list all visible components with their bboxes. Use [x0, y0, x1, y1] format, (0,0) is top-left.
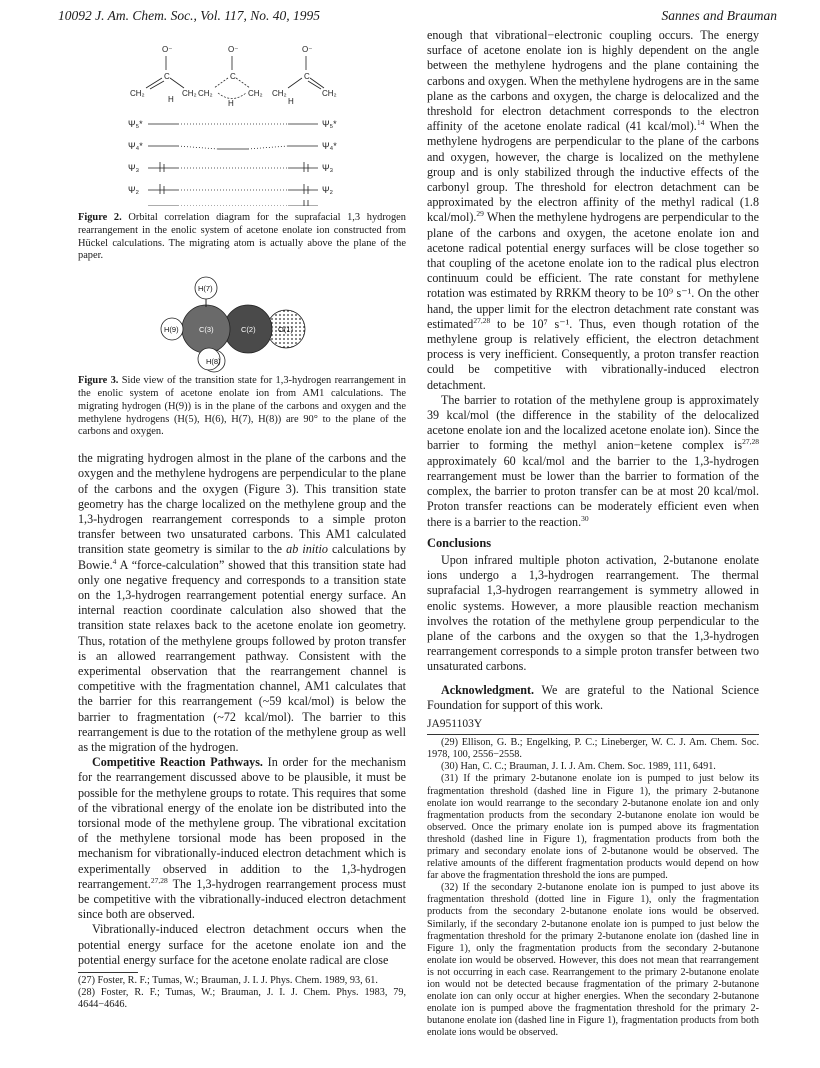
struct1-l: CH₂: [130, 89, 145, 98]
footnote-rule-right: [427, 734, 759, 735]
label-c3: C(3): [199, 325, 214, 335]
struct1-h: H: [168, 95, 174, 104]
running-header-left: 10092 J. Am. Chem. Soc., Vol. 117, No. 40, 1995: [58, 8, 320, 23]
orbital-right-2: Ψ₂: [322, 185, 334, 195]
label-o1: O(1): [278, 325, 293, 335]
left-column: [78, 38, 406, 1011]
label-h8: H(8): [206, 357, 221, 367]
label-h9: H(9): [164, 325, 179, 335]
orbital-right-3: Ψ₃: [322, 163, 334, 173]
conclusions-heading: Conclusions: [427, 535, 492, 550]
manuscript-code: JA951103Y: [427, 717, 483, 730]
struct3-r: CH₂: [322, 89, 337, 98]
footnote-31: (31) If the primary 2-butanone enolate ion is pumped to just below its fragmentation threshold (dashed line in Figure 1), the primary 2-butanone enolate ion would rearrange to the secondary 2-butanone enolate ion and only fragmentation products from the secondary 2-butanone enolate ion would be observed. Once the primary enolate ion is pumped above its fragmentation threshold (dashed line in Figure 1), fragmentation products from both the primary and secondary enolate ions of 2-butanone would be observed. The relative amounts of the different fragmentation products would depend on how far above the fragmentation threshold the ions are pumped.: [427, 773, 759, 882]
struct3-o: O⁻: [302, 45, 313, 54]
footnote-29: (29) Ellison, G. B.; Engelking, P. C.; Lineberger, W. C. J. Am. Chem. Soc. 1978, 100, 2556−2558.: [427, 737, 759, 761]
orbital-right-5: Ψ₅*: [322, 119, 337, 129]
struct2-h: H: [228, 99, 234, 108]
right-column: [427, 28, 759, 1039]
right-paragraph-2: The barrier to rotation of the methylene group is approximately 39 kcal/mol (the difference in the stability of the delocalized acetone enolate ion and the localized acetone enolate ion). Since the barrier to forming the methyl anion−ketene complex is$^{27,28}$ approximately 60 kcal/mol and the barrier to the 1,3-hydrogen rearrangement must be lower than the barrier to formation of the complex, the barrier to proton transfer can be at most 20 kcal/mol. Proton transfer reactions can be moderately efficient even when there is a barrier to the reaction.$^{30}$: [427, 392, 759, 529]
left-paragraph-1: the migrating hydrogen almost in the plane of the carbons and the oxygen and the methylene hydrogens are perpendicular to the plane of the carbons and the oxygen (Figure 3). This transition state geometry has the charge localized on the methylene group and the 1,3-hydrogen rearrangement corresponds to a simple proton transfer between two unsaturated carbons. This AM1 calculated transition state geometry is similar to the ab initio calculations by Bowie.$^4$ A “force-calculation” showed that this transition state had only one negative frequency and corresponds to a transition state on the 1,3-hydrogen rearrangement potential energy surface. An internal reaction coordinate calculation also showed that the transition state relaxes back to the acetone enolate ion geometry. Thus, rotation of the methylene groups followed by proton transfer is an allowed rearrangement pathway. Consistent with the experimental observation that the rearrangement channel is competitive with the fragmentation channel, AM1 calculates that the barrier for this rearrangement (~59 kcal/mol) is below the barrier to fragmentation (~72 kcal/mol). The barrier to this rearrangement is due to the rotation of the methylene group as well as the migration of the hydrogen.: [78, 451, 406, 755]
orbital-right-4: Ψ₄*: [322, 141, 337, 151]
struct1-r: CH₂: [182, 89, 197, 98]
figure-3: [78, 273, 406, 373]
struct1-c: C: [164, 72, 170, 81]
struct2-o: O⁻: [228, 45, 239, 54]
struct3-l: CH₂: [272, 89, 287, 98]
running-header-right: Sannes and Brauman: [661, 8, 777, 23]
label-c2: C(2): [241, 325, 256, 335]
footnote-28: (28) Foster, R. F.; Tumas, W.; Brauman, J. I. J. Chem. Phys. 1983, 79, 4644−4646.: [78, 987, 406, 1011]
right-paragraph-1: enough that vibrational−electronic coupling occurs. The energy surface of acetone enolate ion is highly dependent on the angle between the methylene hydrogens and the plane containing the carbons and oxygen. When the methylene hydrogens are in the same plane as the carbons and oxygen, the charge is delocalized and the threshold for electron detachment corresponds to the electron affinity of the acetone enolate radical (41 kcal/mol).$^{14}$ When the methylene hydrogens are perpendicular to the plane of the carbons and oxygen, however, the charge is localized on the methylene group and is only stabilized through the inductive effects of the carbonyl group. The threshold for electron detachment can be approximated by the electron affinity of the methyl radical (1.8 kcal/mol).$^{29}$ When the methylene hydrogens are perpendicular to the plane of the carbons and oxygen, the acetone enolate ion and acetone radical potential energy surfaces will be close together so that coupling of the acetone enolate ion to the radical plus electron continuum could be efficient. The rate constant for methylene rotation was estimated by RRKM theory to be 10⁹ s⁻¹. On the other hand, the upper limit for the electron detachment rate constant was estimated$^{27,28}$ to be 10⁷ s⁻¹. Thus, even though rotation of the methylene group is relatively efficient, the electron detachment process is very inefficient. Consequently, a proton transfer reaction could be competitive with vibrationally-induced electron detachment.: [427, 28, 759, 392]
struct3-h: H: [288, 97, 294, 106]
figure-2-caption: Figure 2. Orbital correlation diagram for the suprafacial 1,3 hydrogen rearrangement in the enolic system of acetone enolate ion constructed from Hückel calculations. The migrating atom is actually above the plane of the paper.: [78, 212, 406, 262]
figure-2: [78, 38, 406, 206]
acknowledgment-paragraph: Acknowledgment. We are grateful to the National Science Foundation for support of this work.: [427, 682, 759, 712]
struct3-c: C: [304, 72, 310, 81]
footnote-30: (30) Han, C. C.; Brauman, J. I. J. Am. Chem. Soc. 1989, 111, 6491.: [441, 761, 716, 773]
transition-state-diagram: [78, 273, 406, 373]
label-h7: H(7): [198, 284, 213, 294]
struct1-o: O⁻: [162, 45, 173, 54]
orbital-left-4: Ψ₄*: [128, 141, 143, 151]
footnote-27: (27) Foster, R. F.; Tumas, W.; Brauman, J. I. J. Phys. Chem. 1989, 93, 61.: [78, 975, 378, 987]
conclusions-paragraph: Upon infrared multiple photon activation, 2-butanone enolate ions undergo a 1,3-hydrogen rearrangement. The thermal suprafacial 1,3-hydrogen rearrangement is symmetry allowed in enolic systems. However, a more plausible reaction mechanism involves the rotation of the methylene group perpendicular to the plane of the carbons and the oxygen so that the 1,3-hydrogen rearrangement corresponds to a simple proton transfer between two unsaturated carbons.: [427, 552, 759, 674]
struct2-c: C: [230, 72, 236, 81]
orbital-left-2: Ψ₂: [128, 185, 140, 195]
orbital-left-5: Ψ₅*: [128, 119, 143, 129]
footnote-rule-left: [78, 972, 138, 973]
left-paragraph-3: Vibrationally-induced electron detachment occurs when the potential energy surface for the acetone enolate ion and the potential energy surface for the acetone enolate radical are close: [78, 922, 406, 967]
struct2-r: CH₂: [248, 89, 263, 98]
figure-3-caption: Figure 3. Side view of the transition state for 1,3-hydrogen rearrangement in the enolic system of acetone enolate ion from AM1 calculations. The migrating hydrogen (H(9)) is in the plane of the carbons and oxygen and the methylene hydrogens (H(5), H(6), H(7), H(8)) are 90° to the plane of the carbons and oxygen.: [78, 375, 406, 438]
left-paragraph-2: Competitive Reaction Pathways. In order for the mechanism for the rearrangement discussed above to be plausible, it must be possible for the methylene groups to rotate. This requires that some of the vibrational energy of the enolate ion be distributed into the torsional mode of the methylene group. The vibrational excitation of the methylene torsional mode has been proposed in the mechanism for vibrationally-induced electron detachment which is experimentally observed in addition to the 1,3-hydrogen rearrangement.$^{27,28}$ The 1,3-hydrogen rearrangement process must be competitive with the vibrationally-induced electron detachment since both are observed.: [78, 755, 407, 922]
orbital-left-3: Ψ₃: [128, 163, 140, 173]
orbital-correlation-diagram: [78, 38, 406, 206]
footnote-32: (32) If the secondary 2-butanone enolate ion is pumped to just above its fragmentation threshold (dotted line in Figure 1), only the fragmentation products from the secondary 2-butanone enolate ions would be observed. Similarly, if the secondary 2-butanone enolate ion is pumped to just below the fragmentation threshold for the primary 2-butanone enolate ion (dashed line in Figure 1), only the fragmentation products from the secondary 2-butanone enolate ion would be observed. However, this does not mean that rearrangement is not occurring in each case. Rearrangement to the primary 2-butanone enolate ion would not be detected because fragmentation of the primary 2-butanone enolate ion can only occur at higher energies. When the secondary 2-butanone enolate ion is pumped above the fragmentation threshold for the primary 2-butanone enolate ion (dashed line in Figure 1), fragmentation products from both enolate ions would be observed.: [427, 882, 759, 1039]
struct2-l: CH₂: [198, 89, 213, 98]
